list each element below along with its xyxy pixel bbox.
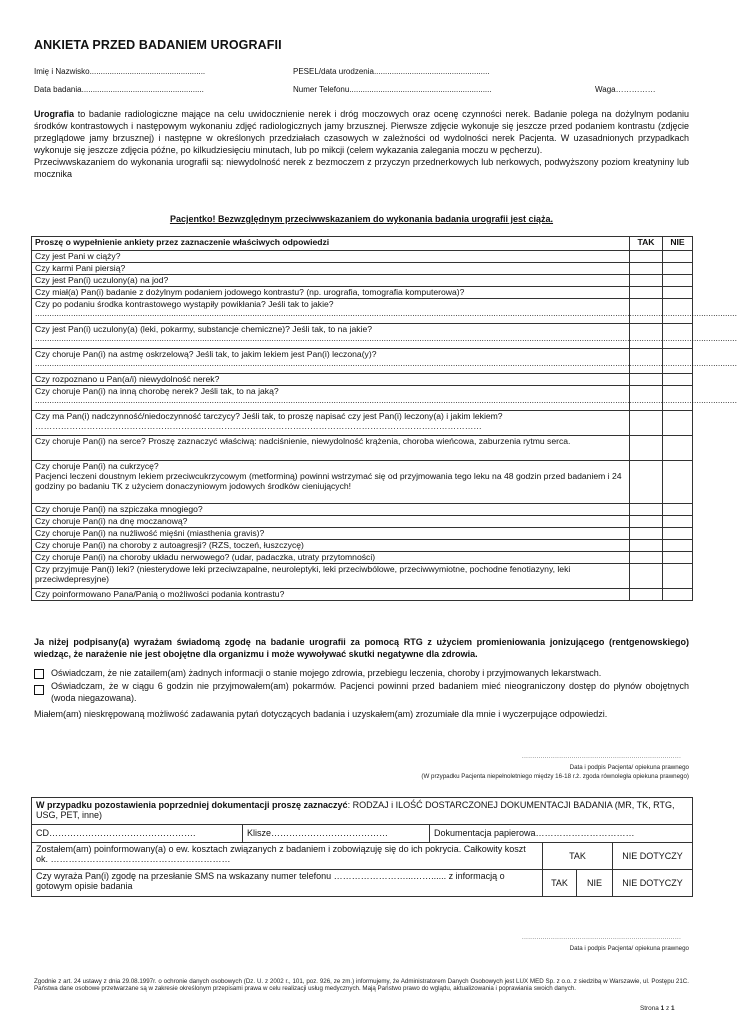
question-text: Czy przyjmuje Pan(i) leki? (niesterydowe leki przeciwzapalne, neuroleptyki, leki przeciwbólowe, przeciwwymiotne, pochodne fenotiazyny, leki przeciwdepresyjne) (32, 564, 630, 589)
question-text: Czy choruje Pan(i) na choroby układu nerwowego? (udar, padaczka, utraty przytomności) (32, 552, 630, 564)
question-text: Czy rozpoznano u Pan(a/i) niewydolność nerek? (32, 374, 630, 386)
documentation-lead-rest: : RODZAJ i ILOŚĆ DOSTARCZONEJ DOKUMENTACJI BADANIA (MR, TK, RTG, USG, PET, inne) (36, 800, 675, 821)
page-number (640, 1005, 675, 1012)
question-row (32, 589, 693, 601)
answer-dotted-line[interactable]: ...................................................................................................................................................................................................................................................................................................... (35, 358, 737, 369)
declaration-1-checkbox[interactable] (34, 669, 44, 679)
answer-dotted-line[interactable]: ...................................................................................................................................................................................................................................................................................................... (35, 333, 737, 344)
question-row (32, 436, 693, 461)
question-text: Czy miał(a) Pan(i) badanie z dożylnym podaniem jodowego kontrastu? (np. urografia, tomografia komputerowa)? (32, 287, 630, 299)
question-text (32, 299, 737, 324)
question-row (32, 528, 693, 540)
guardian-note: (W przypadku Pacjenta niepełnoletniego między 16-18 r.ż. zgoda równoległa opiekuna prawnego) (421, 773, 689, 780)
intro-term: Urografia (34, 109, 75, 119)
signature-line-1[interactable]: ............................................................................. (522, 754, 682, 760)
answer-dotted-line[interactable]: ...................................................................................................................................................................................................................................................................................................... (35, 308, 737, 319)
question-row (32, 552, 693, 564)
page-label: Strona (640, 1005, 659, 1012)
yes-answer-cell[interactable] (630, 374, 663, 386)
questions-answered-statement: Miałem(am) nieskrępowaną możliwość zadawania pytań dotyczących badania i uzyskałem(am) zrozumiałe dla mnie i wyczerpujące odpowiedzi. (34, 709, 608, 719)
intro-paragraph-1 (34, 109, 689, 157)
question-row (32, 251, 693, 263)
documentation-lead-row (32, 798, 693, 825)
yes-answer-cell[interactable] (630, 263, 663, 275)
sms-yes-option[interactable]: TAK (543, 870, 577, 897)
intro-description: to badanie radiologiczne mające na celu uwidocznienie nerek i dróg moczowych oraz ocenę czynności nerek. Badanie polega na dożylnym podaniu środków kontrastowych i następowym wykonaniu zdjęć radiologicznych jamy brzusznej. Pierwsze zdjęcie wykonuje się jeszcze przed podaniem kontrastu (zdjęcie przeglądowe jamy brzusznej) i następne w określonych przedziałach czasowych w zależności od wydolności nerek Pacjenta. W uzasadnionych przypadkach wykonuje się jeszcze zdjęcia późne, po kilkudziesięciu minutach, lub po mikcji (celem wykazania zalegania moczu w pęcherzu). (34, 109, 689, 155)
pregnancy-warning: Pacjentko! Bezwzględnym przeciwwskazaniem do wykonania badania urografii jest ciąża. (169, 214, 554, 224)
question-row (32, 349, 693, 374)
paper-documentation-field[interactable]: Dokumentacja papierowa…………………………… (430, 825, 693, 843)
question-row (32, 504, 693, 516)
yes-answer-cell[interactable] (630, 251, 663, 263)
page-separator: z (665, 1005, 670, 1012)
questionnaire-header-row (32, 237, 693, 251)
question-text (32, 386, 737, 411)
question-text (32, 461, 630, 504)
signature-caption-2: Data i podpis Pacjenta/ opiekuna prawnego (569, 945, 689, 952)
yes-answer-cell[interactable] (630, 461, 663, 504)
metformin-note: Pacjenci leczeni doustnym lekiem przeciwcukrzycowym (metforminą) powinni wstrzymać się od przyjmowania tego leku na 48 godzin przed badaniem i 24 godziny po badaniu TK z użyciem donaczyniowym jodowych środków cieniujących! (35, 471, 622, 492)
declaration-2-text: Oświadczam, że w ciągu 6 godzin nie przyjmowałem(am) pokarmów. Pacjenci powinni przed badaniem mieć nieograniczony dostęp do płynów obojętnych (woda niegazowana). (51, 681, 689, 703)
yes-answer-cell[interactable] (630, 540, 663, 552)
intro-text (34, 109, 689, 180)
question-text: Czy choruje Pan(i) na choroby z autoagresji? (RZS, toczeń, łuszczycę) (32, 540, 630, 552)
sms-row (32, 870, 693, 897)
page-total: 1 (670, 1005, 675, 1012)
question-text: Czy ma Pan(i) nadczynność/niedoczynność tarczycy? Jeśli tak, to proszę napisać czy jest Pan(i) leczony(a) i jakim lekiem? ………………………………………………………………………………………………………………………………………… (32, 411, 630, 436)
consent-statement: Ja niżej podpisany(a) wyrażam świadomą zgodę na badanie urografii za pomocą RTG z użyciem promieniowania jonizującego (rentgenowskiego) wiedząc, że narażenie nie jest obojętne dla organizmu i może wywoływać skutki negatywne dla zdrowia. (34, 637, 689, 660)
question-text: Czy choruje Pan(i) na astmę oskrzelową? Jeśli tak, to jakim lekiem jest Pan(i) leczona(y)? (35, 349, 377, 359)
weight-field[interactable]: Waga…………… (595, 85, 656, 94)
yes-answer-cell[interactable] (630, 411, 663, 436)
no-answer-cell[interactable] (663, 411, 693, 436)
question-text (32, 324, 737, 349)
no-answer-cell[interactable] (663, 516, 693, 528)
question-row (32, 461, 693, 504)
question-row (32, 287, 693, 299)
question-text: Czy choruje Pan(i) na nużliwość mięśni (miasthenia gravis)? (32, 528, 630, 540)
question-text: Czy choruje Pan(i) na inną chorobę nerek? Jeśli tak, to na jaką? (35, 386, 279, 396)
question-row (32, 324, 693, 349)
question-text: Czy choruje Pan(i) na cukrzycę? (35, 461, 159, 471)
yes-answer-cell[interactable] (630, 504, 663, 516)
yes-answer-cell[interactable] (630, 436, 663, 461)
costs-row (32, 843, 693, 870)
question-text: Czy choruje Pan(i) na serce? Proszę zaznaczyć właściwą: nadciśnienie, niewydolność krążenia, choroba wieńcowa, zaburzenia rytmu serca. (32, 436, 630, 461)
question-text: Czy choruje Pan(i) na szpiczaka mnogiego? (32, 504, 630, 516)
no-answer-cell[interactable] (663, 528, 693, 540)
question-text: Czy poinformowano Pana/Panią o możliwości podania kontrastu? (32, 589, 630, 601)
no-answer-cell[interactable] (663, 552, 693, 564)
name-field[interactable]: Imię i Nazwisko.................................................... (34, 67, 206, 76)
pesel-field[interactable]: PESEL/data urodzenia.................................................... (293, 67, 490, 76)
sms-not-applicable-option[interactable]: NIE DOTYCZY (613, 870, 693, 897)
no-answer-cell[interactable] (663, 564, 693, 589)
question-text: Czy choruje Pan(i) na dnę moczanową? (32, 516, 630, 528)
no-answer-cell[interactable] (663, 374, 693, 386)
no-answer-cell[interactable] (663, 263, 693, 275)
yes-answer-cell[interactable] (630, 287, 663, 299)
question-text: Czy jest Pan(i) uczulony(a) (leki, pokarmy, substancje chemiczne)? Jeśli tak, to na jakie? (35, 324, 373, 334)
no-column-header: NIE (663, 237, 693, 251)
answer-dotted-line[interactable]: ...................................................................................................................................................................................................................................................................................................... (35, 395, 737, 406)
no-answer-cell[interactable] (663, 251, 693, 263)
cd-field[interactable]: CD…………………………………………. (32, 825, 243, 843)
question-row (32, 263, 693, 275)
costs-not-applicable-option[interactable]: NIE DOTYCZY (613, 843, 693, 870)
phone-field[interactable]: Numer Telefonu................................................................ (293, 85, 492, 94)
sms-no-option[interactable]: NIE (577, 870, 613, 897)
yes-answer-cell[interactable] (630, 589, 663, 601)
yes-answer-cell[interactable] (630, 528, 663, 540)
questionnaire-table (31, 236, 737, 601)
no-answer-cell[interactable] (663, 589, 693, 601)
question-text (32, 349, 737, 374)
no-answer-cell[interactable] (663, 461, 693, 504)
signature-line-2[interactable]: ............................................................................. (522, 935, 682, 941)
costs-statement: Zostałem(am) poinformowany(a) o ew. kosztach związanych z badaniem i zobowiązuję się do ich pokrycia. Całkowity koszt ok. …………………………………………………… (32, 843, 543, 870)
documentation-table (31, 797, 693, 897)
question-row (32, 374, 693, 386)
question-row (32, 516, 693, 528)
no-answer-cell[interactable] (663, 540, 693, 552)
question-row (32, 386, 693, 411)
no-answer-cell[interactable] (663, 275, 693, 287)
yes-answer-cell[interactable] (630, 564, 663, 589)
documentation-types-row (32, 825, 693, 843)
question-row (32, 299, 693, 324)
questionnaire-header: Proszę o wypełnienie ankiety przez zaznaczenie właściwych odpowiedzi (32, 237, 630, 251)
question-text: Czy jest Pan(i) uczulony(a) na jod? (32, 275, 630, 287)
gdpr-footer: Zgodnie z art. 24 ustawy z dnia 29.08.1997r. o ochronie danych osobowych (Dz. U. z 2002 r., 101, poz. 926, ze zm.) informujemy, że Administratorem Danych Osobowych jest LUX MED Sp. z o.o. z siedzibą w Warszawie, ul. Postępu 21C. Państwa dane osobowe przetwarzane są w zakresie określonym przepisami prawa w celu realizacji usług medycznych. Mają Państwo prawo do wglądu, aktualizowania i poprawiania swoich danych. (34, 978, 689, 993)
declaration-2-checkbox[interactable] (34, 685, 44, 695)
no-answer-cell[interactable] (663, 504, 693, 516)
no-answer-cell[interactable] (663, 436, 693, 461)
sms-consent-question: Czy wyraża Pan(i) zgodę na przesłanie SMS na wskazany numer telefonu ……………………...……...... z informacją o gotowym opisie badania (32, 870, 543, 897)
signature-caption-1: Data i podpis Pacjenta/ opiekuna prawnego (569, 764, 689, 771)
yes-answer-cell[interactable] (630, 275, 663, 287)
yes-answer-cell[interactable] (630, 516, 663, 528)
no-answer-cell[interactable] (663, 287, 693, 299)
page-title: ANKIETA PRZED BADANIEM UROGRAFII (34, 38, 282, 52)
question-row (32, 275, 693, 287)
question-row (32, 540, 693, 552)
documentation-lead (32, 798, 693, 825)
question-text: Czy jest Pani w ciąży? (32, 251, 630, 263)
declaration-1-text: Oświadczam, że nie zatailem(am) żadnych informacji o stanie mojego zdrowia, przebiegu leczenia, choroby i przyjmowanych lekarstwach. (51, 668, 602, 678)
yes-column-header: TAK (630, 237, 663, 251)
exam-date-field[interactable]: Data badania....................................................... (34, 85, 204, 94)
klisze-field[interactable]: Klisze………………………………… (243, 825, 430, 843)
intro-paragraph-2: Przeciwwskazaniem do wykonania urografii są: niewydolność nerek z bezmoczem z przyczyn przednerkowych lub nerkowych, podwyższony poziom kreatyniny lub mocznika (34, 156, 689, 179)
page-current: 1 (660, 1005, 665, 1012)
question-text: Czy karmi Pani piersią? (32, 263, 630, 275)
documentation-lead-bold: W przypadku pozostawienia poprzedniej dokumentacji proszę zaznaczyć (36, 800, 348, 810)
question-row (32, 564, 693, 589)
question-text: Czy po podaniu środka kontrastowego wystąpiły powikłania? Jeśli tak to jakie? (35, 299, 334, 309)
costs-yes-option[interactable]: TAK (543, 843, 613, 870)
yes-answer-cell[interactable] (630, 552, 663, 564)
question-row (32, 411, 693, 436)
